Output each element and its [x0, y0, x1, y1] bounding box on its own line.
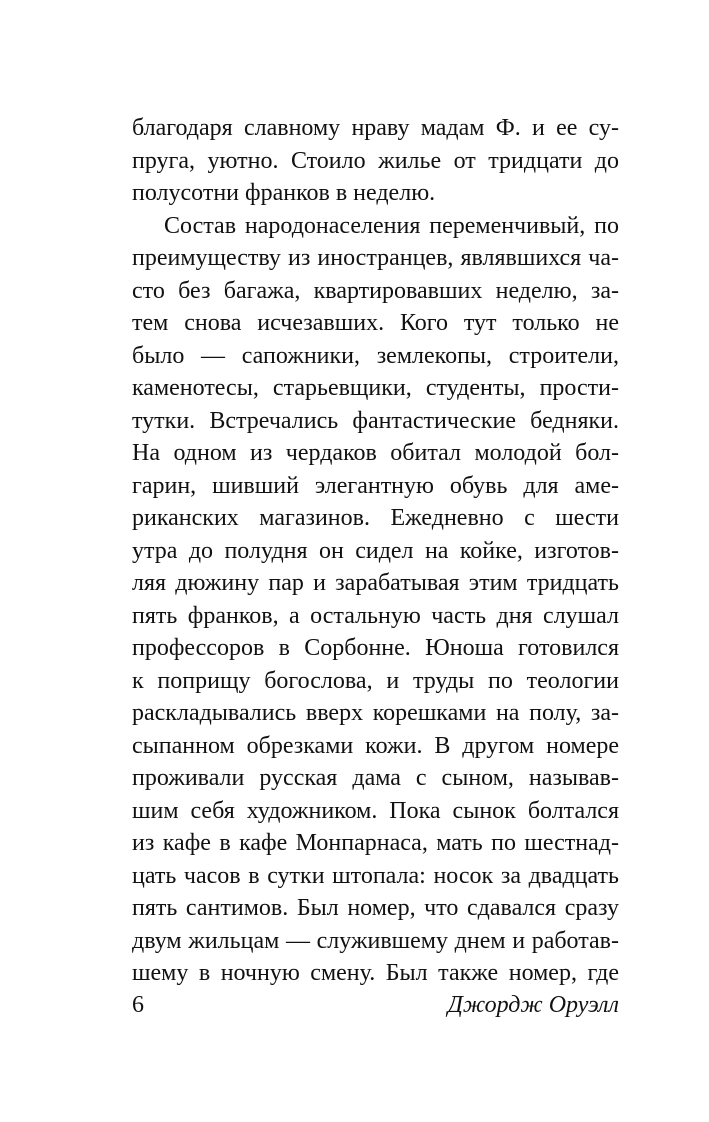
text-line: шим себя художником. Пока сынок болтался	[132, 797, 619, 824]
page-footer	[132, 990, 619, 1020]
text-line: пруга, уютно. Стоило жилье от тридцати до	[132, 147, 619, 174]
text-line: гарин, шивший элегантную обувь для аме-	[132, 472, 619, 499]
text-line: цать часов в сутки штопала: носок за двадцать	[132, 862, 619, 889]
text-line: двум жильцам — служившему днем и работав-	[132, 927, 619, 954]
text-line: раскладывались вверх корешками на полу, за-	[132, 700, 619, 726]
text-line: проживали русская дама с сыном, называв-	[132, 765, 619, 791]
text-line: к поприщу богослова, и труды по теологии	[132, 667, 619, 694]
text-line: тутки. Встречались фантастические бедняки.	[132, 407, 619, 434]
text-line: шему в ночную смену. Был также номер, где	[132, 960, 619, 986]
text-line: было — сапожники, землекопы, строители,	[132, 342, 619, 369]
text-line: из кафе в кафе Монпарнаса, мать по шестнад-	[132, 830, 619, 856]
text-line: полусотни франков в неделю.	[132, 180, 436, 206]
text-line: каменотесы, старьевщики, студенты, прости-	[132, 375, 619, 401]
text-line: На одном из чердаков обитал молодой бол-	[132, 440, 619, 466]
running-title: Джордж Оруэлл	[447, 992, 619, 1018]
text-line: профессоров в Сорбонне. Юноша готовился	[132, 635, 619, 661]
text-line: утра до полудня он сидел на койке, изготов-	[132, 537, 619, 564]
page-number: 6	[132, 992, 144, 1018]
text-line: сто без багажа, квартировавших неделю, за-	[132, 277, 619, 304]
text-line: сыпанном обрезками кожи. В другом номере	[132, 732, 619, 759]
text-line: риканских магазинов. Ежедневно с шести	[132, 505, 619, 531]
text-line: благодаря славному нраву мадам Ф. и ее су-	[132, 115, 619, 141]
body-text	[132, 112, 619, 990]
text-line: тем снова исчезавших. Кого тут только не	[132, 310, 619, 336]
text-line: преимуществу из иностранцев, являвшихся ча-	[132, 245, 619, 271]
text-line: ляя дюжину пар и зарабатывая этим тридцать	[132, 570, 619, 596]
paragraph-first-line: Состав народонаселения переменчивый, по	[164, 212, 619, 239]
text-line: пять франков, а остальную часть дня слушал	[132, 602, 619, 629]
text-line: пять сантимов. Был номер, что сдавался сразу	[132, 895, 619, 921]
